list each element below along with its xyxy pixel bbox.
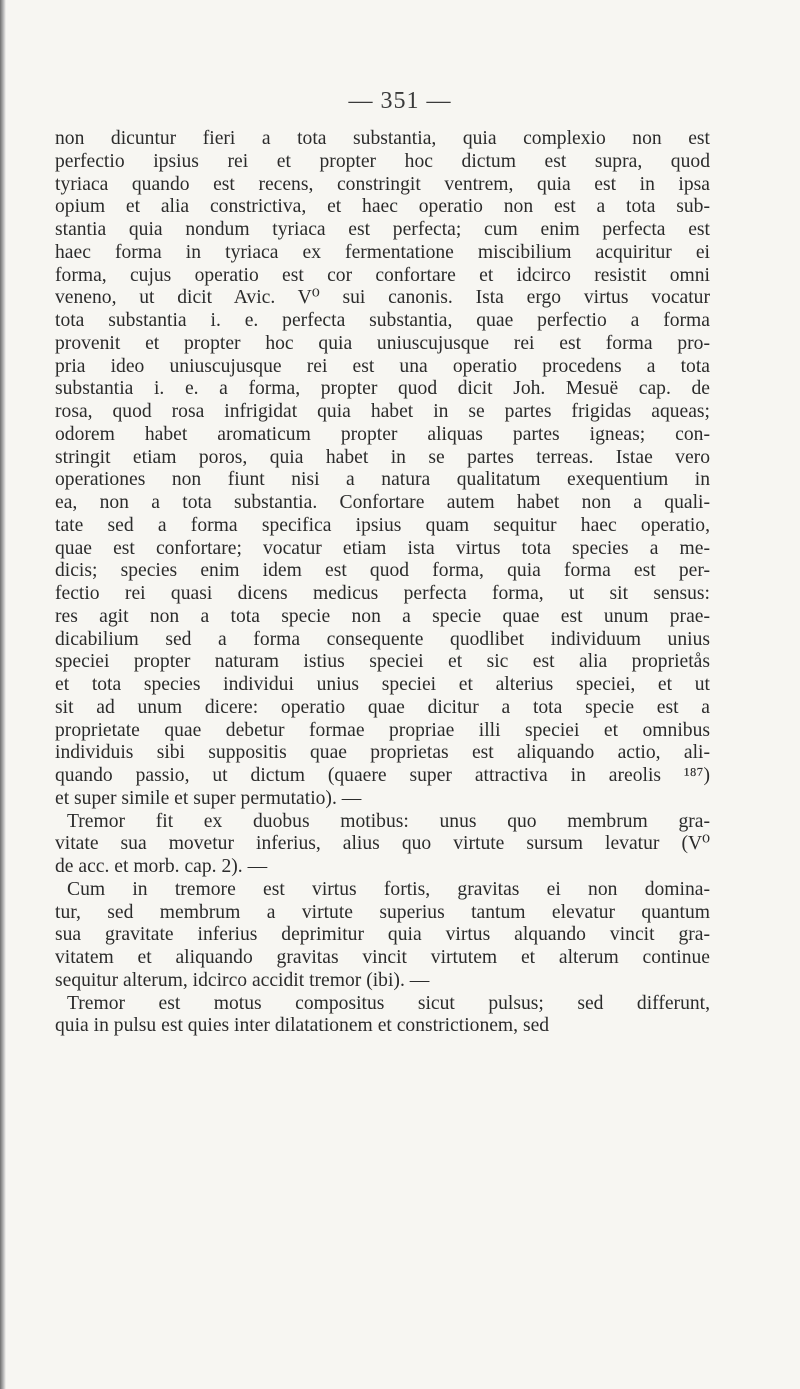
text-line: Tremor est motus compositus sicut pulsus; sed differunt, — [67, 992, 710, 1014]
text-line: haec forma in tyriaca ex fermentatione miscibilium acquiritur ei — [55, 241, 710, 263]
text-line: tur, sed membrum a virtute superius tantum elevatur quantum — [55, 901, 710, 923]
text-line: et tota species individui unius speciei et alterius speciei, et ut — [55, 674, 710, 695]
text-line: stringit etiam poros, quia habet in se partes terreas. Istae vero — [55, 446, 710, 468]
text-line: sequitur alterum, idcirco accidit tremor (ibi). — — [55, 969, 430, 991]
text-line: fectio rei quasi dicens medicus perfecta forma, ut sit sensus: — [55, 583, 710, 604]
text-line: provenit et propter hoc quia uniuscujusque rei est forma pro- — [55, 332, 710, 354]
text-line: vitate sua movetur inferius, alius quo virtute sursum levatur (V⁰ — [55, 833, 710, 855]
text-line: Cum in tremore est virtus fortis, gravitas ei non domina- — [67, 878, 710, 900]
text-line: res agit non a tota specie non a specie quae est unum prae- — [55, 605, 710, 627]
text-line: tota substantia i. e. perfecta substantia, quae perfectio a forma — [55, 310, 710, 331]
body-text — [55, 128, 710, 1038]
text-line: tyriaca quando est recens, constringit ventrem, quia est in ipsa — [55, 173, 710, 195]
text-line: quia in pulsu est quies inter dilatationem et constrictionem, sed — [55, 1015, 550, 1037]
text-line: forma, cujus operatio est cor confortare et idcirco resistit omni — [55, 264, 710, 286]
page-number: — 351 — — [348, 88, 452, 114]
text-line: opium et alia constrictiva, et haec operatio non est a tota sub- — [55, 196, 710, 218]
text-line: ea, non a tota substantia. Confortare autem habet non a quali- — [55, 492, 710, 513]
text-line: individuis sibi suppositis quae proprietas est aliquando actio, ali- — [55, 742, 710, 764]
text-line: speciei propter naturam istius speciei et sic est alia proprietås — [55, 651, 710, 673]
text-line: et super simile et super permutatio). — — [55, 787, 362, 809]
text-line: tate sed a forma specifica ipsius quam sequitur haec operatio, — [55, 514, 710, 536]
text-line: non dicuntur fieri a tota substantia, quia complexio non est — [55, 128, 710, 149]
text-line: dicabilium sed a forma consequente quodlibet individuum unius — [55, 628, 710, 650]
text-line: quando passio, ut dictum (quaere super attractiva in areolis ¹⁸⁷) — [55, 765, 710, 786]
text-line: odorem habet aromaticum propter aliquas partes igneas; con- — [55, 423, 710, 445]
text-line: vitatem et aliquando gravitas vincit virtutem et alterum continue — [55, 947, 710, 968]
text-line: stantia quia nondum tyriaca est perfecta; cum enim perfecta est — [55, 219, 710, 240]
text-line: sit ad unum dicere: operatio quae dicitur a tota specie est a — [55, 696, 710, 718]
text-line: pria ideo uniuscujusque rei est una operatio procedens a tota — [55, 355, 710, 377]
text-line: Tremor fit ex duobus motibus: unus quo membrum gra- — [67, 810, 710, 832]
text-line: operationes non fiunt nisi a natura qualitatum exequentium in — [55, 469, 710, 491]
text-line: quae est confortare; vocatur etiam ista virtus tota species a me- — [55, 537, 710, 559]
text-line: rosa, quod rosa infrigidat quia habet in se partes frigidas aqueas; — [55, 401, 710, 422]
text-line: dicis; species enim idem est quod forma, quia forma est per- — [55, 560, 710, 582]
text-line: de acc. et morb. cap. 2). — — [55, 856, 268, 877]
text-line: sua gravitate inferius deprimitur quia virtus alquando vincit gra- — [55, 924, 710, 946]
text-line: proprietate quae debetur formae propriae illi speciei et omnibus — [55, 719, 710, 741]
text-line: perfectio ipsius rei et propter hoc dictum est supra, quod — [55, 150, 710, 172]
text-line: substantia i. e. a forma, propter quod dicit Joh. Mesuë cap. de — [55, 378, 710, 400]
text-line: veneno, ut dicit Avic. V⁰ sui canonis. Ista ergo virtus vocatur — [55, 287, 710, 309]
page-binding-edge — [0, 0, 6, 1389]
